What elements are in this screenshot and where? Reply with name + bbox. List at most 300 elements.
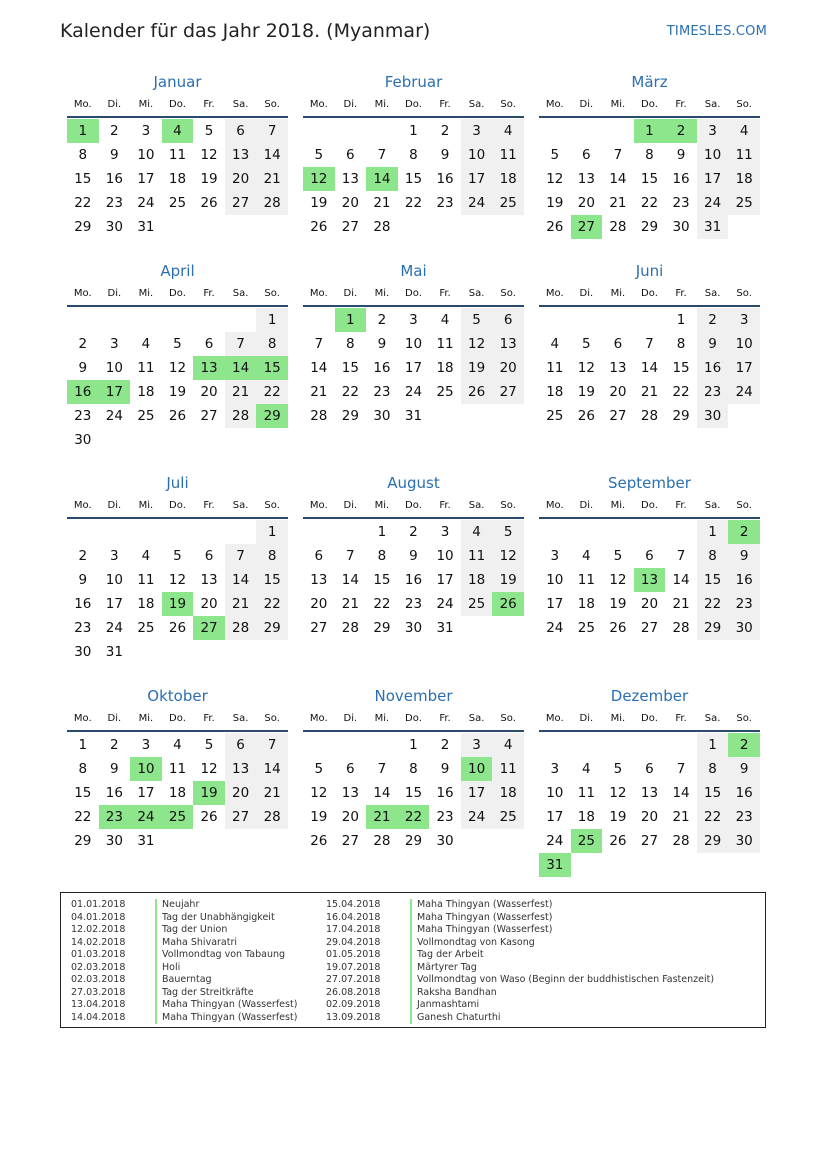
day-cell: 10 — [546, 572, 564, 588]
day-cell: 8 — [697, 544, 729, 568]
day-cell: 24 — [404, 384, 423, 400]
day-cell: 13 — [640, 785, 659, 801]
day-cell: 4 — [440, 312, 450, 328]
week-row — [67, 380, 288, 404]
empty-cell — [162, 640, 194, 664]
day-cell: 18 — [577, 809, 595, 825]
legend-column-right — [326, 899, 714, 1024]
month-1 — [67, 70, 288, 239]
empty-cell — [130, 428, 162, 452]
day-cell: 11 — [492, 757, 524, 781]
day-cell: 27 — [310, 620, 328, 636]
empty-cell — [539, 119, 571, 143]
empty-cell — [99, 308, 131, 332]
empty-cell — [571, 119, 603, 143]
day-cell: 24 — [697, 191, 729, 215]
week-row — [67, 191, 288, 215]
weekday-label: Di. — [343, 713, 358, 724]
holiday-day-cell: 25 — [162, 805, 194, 829]
legend-marker — [155, 974, 157, 987]
day-cell: 4 — [141, 336, 151, 352]
weekday-header — [303, 708, 524, 732]
day-cell: 16 — [105, 785, 123, 801]
day-cell: 29 — [373, 620, 391, 636]
legend-row — [71, 899, 297, 912]
day-cell: 8 — [78, 761, 88, 777]
day-cell: 15 — [404, 171, 423, 187]
month-name: Oktober — [147, 687, 208, 705]
day-cell: 4 — [141, 548, 151, 564]
day-cell: 17 — [137, 171, 155, 187]
legend-marker — [155, 899, 157, 912]
day-cell: 21 — [373, 195, 391, 211]
legend-holiday-name: Vollmondtag von Waso (Beginn der buddhistischen Fastenzeit) — [417, 974, 715, 985]
empty-cell — [256, 215, 288, 239]
day-cell: 16 — [436, 171, 454, 187]
weekday-label: Mo. — [545, 288, 564, 299]
empty-cell — [634, 520, 666, 544]
weekday-label: Di. — [107, 713, 122, 724]
legend-row — [326, 974, 714, 987]
holiday-day-cell: 17 — [99, 380, 131, 404]
legend-holiday-name: Tag der Union — [162, 924, 228, 935]
day-cell: 27 — [225, 805, 257, 829]
weekday-label: Mo. — [309, 500, 328, 511]
day-cell: 3 — [409, 312, 418, 328]
month-12 — [539, 684, 760, 877]
day-cell: 24 — [137, 195, 155, 211]
empty-cell — [366, 733, 398, 757]
day-cell: 20 — [200, 596, 218, 612]
weekday-label: Do. — [641, 500, 658, 511]
month-2 — [303, 70, 524, 239]
week-row — [67, 805, 288, 829]
legend-date: 14.04.2018 — [71, 1011, 126, 1023]
day-cell: 30 — [74, 644, 92, 660]
legend-row — [326, 962, 714, 975]
day-cell: 9 — [697, 332, 729, 356]
weekday-label: Do. — [641, 713, 658, 724]
day-cell: 4 — [550, 336, 560, 352]
day-cell: 14 — [373, 785, 391, 801]
day-cell: 23 — [105, 195, 123, 211]
day-cell: 4 — [582, 548, 591, 564]
day-cell: 5 — [613, 761, 623, 777]
week-row — [67, 119, 288, 143]
empty-cell — [571, 853, 603, 877]
weekday-label: Fr. — [439, 99, 451, 110]
day-cell: 20 — [492, 356, 524, 380]
day-cell: 9 — [728, 544, 760, 568]
day-cell: 28 — [256, 191, 288, 215]
day-cell: 10 — [436, 548, 454, 564]
day-cell: 9 — [440, 147, 450, 163]
day-cell: 12 — [609, 785, 627, 801]
day-cell: 31 — [436, 620, 454, 636]
weekday-label: Fr. — [203, 288, 215, 299]
weekday-label: So. — [500, 99, 516, 110]
holiday-day-cell: 15 — [256, 356, 288, 380]
weekday-label: Fr. — [675, 500, 687, 511]
weekday-label: Do. — [641, 99, 658, 110]
day-cell: 11 — [728, 143, 760, 167]
day-cell: 26 — [461, 380, 493, 404]
week-row — [67, 167, 288, 191]
day-cell: 21 — [640, 384, 659, 400]
week-row — [539, 592, 760, 616]
legend-column-left — [71, 899, 297, 1024]
day-cell: 17 — [546, 596, 564, 612]
month-name: Februar — [384, 73, 443, 91]
legend-holiday-name: Maha Thingyan (Wasserfest) — [417, 899, 553, 910]
month-name: August — [387, 474, 440, 492]
day-cell: 24 — [546, 620, 564, 636]
holiday-day-cell: 10 — [130, 757, 162, 781]
day-cell: 24 — [728, 380, 760, 404]
weekday-label: Sa. — [704, 99, 721, 110]
day-cell: 6 — [204, 548, 214, 564]
week-row — [303, 191, 524, 215]
weekday-label: Sa. — [468, 99, 485, 110]
day-cell: 13 — [310, 572, 328, 588]
day-cell: 9 — [78, 572, 88, 588]
weekday-label: Fr. — [675, 288, 687, 299]
day-cell: 30 — [105, 219, 123, 235]
weekday-label: Do. — [405, 500, 422, 511]
day-cell: 28 — [310, 408, 328, 424]
day-cell: 6 — [225, 733, 257, 757]
holiday-day-cell: 21 — [366, 805, 398, 829]
day-cell: 12 — [546, 171, 564, 187]
month-5 — [303, 259, 524, 428]
empty-cell — [130, 520, 162, 544]
day-cell: 10 — [105, 360, 123, 376]
weekday-label: Mo. — [73, 500, 92, 511]
day-cell: 10 — [404, 336, 423, 352]
weekday-label: Do. — [405, 288, 422, 299]
day-cell: 23 — [404, 596, 423, 612]
brand-logo-text[interactable]: TIMESLES.COM — [666, 24, 767, 39]
day-cell: 27 — [640, 620, 659, 636]
day-cell: 9 — [377, 336, 387, 352]
empty-cell — [193, 829, 225, 853]
day-cell: 3 — [461, 733, 493, 757]
legend-holiday-name: Ganesh Chaturthi — [417, 1011, 501, 1023]
legend-holiday-name: Vollmondtag von Tabaung — [162, 949, 286, 960]
day-cell: 12 — [310, 785, 328, 801]
legend-row — [71, 987, 297, 1000]
day-cell: 29 — [697, 616, 729, 640]
month-name: März — [631, 73, 668, 91]
week-row — [539, 167, 760, 191]
empty-cell — [634, 853, 666, 877]
legend-row — [326, 912, 714, 925]
empty-cell — [398, 215, 430, 239]
day-cell: 15 — [640, 171, 659, 187]
empty-cell — [303, 520, 335, 544]
legend-marker — [410, 937, 412, 950]
day-cell: 31 — [404, 408, 423, 424]
weekday-label: Di. — [107, 500, 122, 511]
empty-cell — [256, 829, 288, 853]
day-cell: 8 — [697, 757, 729, 781]
empty-cell — [256, 640, 288, 664]
month-4 — [67, 259, 288, 452]
day-cell: 25 — [728, 191, 760, 215]
day-cell: 29 — [256, 616, 288, 640]
day-cell: 4 — [492, 733, 524, 757]
day-cell: 17 — [461, 167, 493, 191]
weekday-label: Sa. — [704, 713, 721, 724]
holiday-day-cell: 27 — [193, 616, 225, 640]
weekday-header — [67, 495, 288, 519]
day-cell: 15 — [74, 171, 92, 187]
week-row — [67, 640, 288, 664]
weekday-label: Mo. — [309, 713, 328, 724]
week-row — [539, 380, 760, 404]
day-cell: 6 — [645, 548, 654, 564]
day-cell: 9 — [728, 757, 760, 781]
holiday-day-cell: 13 — [634, 568, 666, 592]
holiday-day-cell: 22 — [398, 805, 430, 829]
legend-date: 16.04.2018 — [326, 911, 381, 923]
day-cell: 10 — [461, 143, 493, 167]
weekday-label: Sa. — [704, 288, 721, 299]
weekday-label: Sa. — [232, 713, 249, 724]
week-row — [539, 757, 760, 781]
day-cell: 16 — [404, 572, 423, 588]
day-cell: 10 — [105, 572, 123, 588]
legend-marker — [155, 949, 157, 962]
empty-cell — [571, 733, 603, 757]
weekday-label: Mi. — [374, 500, 390, 511]
day-cell: 13 — [225, 757, 257, 781]
day-cell: 7 — [645, 336, 654, 352]
legend-row — [326, 949, 714, 962]
weekday-label: Di. — [579, 500, 594, 511]
holiday-day-cell: 2 — [665, 119, 697, 143]
day-cell: 11 — [137, 360, 155, 376]
day-cell: 15 — [74, 785, 92, 801]
day-cell: 22 — [256, 380, 288, 404]
day-cell: 8 — [409, 147, 418, 163]
day-cell: 28 — [672, 833, 690, 849]
week-row — [303, 805, 524, 829]
weekday-label: Mo. — [545, 99, 564, 110]
week-row — [303, 616, 524, 640]
week-row — [67, 733, 288, 757]
day-cell: 30 — [728, 829, 760, 853]
weekday-label: So. — [736, 500, 752, 511]
week-row — [539, 143, 760, 167]
empty-cell — [303, 733, 335, 757]
day-cell: 8 — [256, 332, 288, 356]
day-cell: 11 — [137, 572, 155, 588]
empty-cell — [429, 404, 461, 428]
day-cell: 24 — [436, 596, 454, 612]
day-cell: 27 — [341, 219, 359, 235]
legend-date: 27.07.2018 — [326, 974, 381, 985]
legend-marker — [410, 899, 412, 912]
empty-cell — [162, 829, 194, 853]
day-cell: 31 — [137, 833, 155, 849]
empty-cell — [162, 308, 194, 332]
empty-cell — [256, 428, 288, 452]
empty-cell — [539, 733, 571, 757]
week-row — [67, 781, 288, 805]
day-cell: 4 — [173, 737, 182, 753]
day-cell: 18 — [546, 384, 564, 400]
legend-marker — [155, 912, 157, 925]
day-cell: 20 — [609, 384, 627, 400]
weekday-label: Mi. — [138, 713, 154, 724]
weekday-label: Sa. — [232, 288, 249, 299]
day-cell: 19 — [461, 356, 493, 380]
week-row — [303, 829, 524, 853]
weekday-label: So. — [500, 713, 516, 724]
day-cell: 28 — [341, 620, 359, 636]
empty-cell — [728, 404, 760, 428]
day-cell: 18 — [461, 568, 493, 592]
day-cell: 22 — [404, 195, 423, 211]
weekday-label: Mi. — [374, 713, 390, 724]
day-cell: 21 — [225, 592, 257, 616]
day-cell: 21 — [672, 809, 690, 825]
day-cell: 5 — [173, 336, 182, 352]
holiday-day-cell: 19 — [162, 592, 194, 616]
day-cell: 28 — [256, 805, 288, 829]
day-cell: 8 — [78, 147, 88, 163]
weekday-label: So. — [264, 288, 280, 299]
week-row — [67, 592, 288, 616]
week-row — [67, 356, 288, 380]
weekday-label: So. — [264, 99, 280, 110]
legend-row — [71, 962, 297, 975]
week-row — [539, 404, 760, 428]
day-cell: 11 — [492, 143, 524, 167]
weekday-label: Di. — [343, 99, 358, 110]
day-cell: 29 — [74, 219, 92, 235]
legend-row — [326, 987, 714, 1000]
weekday-label: Mi. — [374, 288, 390, 299]
week-row — [539, 332, 760, 356]
holiday-day-cell: 2 — [728, 733, 760, 757]
day-cell: 14 — [310, 360, 328, 376]
day-cell: 17 — [461, 781, 493, 805]
day-cell: 16 — [105, 171, 123, 187]
day-cell: 18 — [137, 596, 155, 612]
legend-row — [71, 974, 297, 987]
weekday-label: Di. — [107, 288, 122, 299]
legend-date: 01.01.2018 — [71, 899, 126, 910]
day-cell: 21 — [341, 596, 359, 612]
day-cell: 17 — [546, 809, 564, 825]
day-cell: 3 — [110, 336, 119, 352]
weekday-label: Fr. — [675, 99, 687, 110]
day-cell: 1 — [256, 520, 288, 544]
legend-holiday-name: Bauerntag — [162, 974, 212, 985]
empty-cell — [665, 520, 697, 544]
day-cell: 25 — [436, 384, 454, 400]
empty-cell — [492, 404, 524, 428]
day-cell: 24 — [105, 408, 123, 424]
week-row — [67, 520, 288, 544]
legend-marker — [410, 987, 412, 1000]
day-cell: 14 — [609, 171, 627, 187]
day-cell: 5 — [314, 761, 324, 777]
day-cell: 5 — [582, 336, 591, 352]
weekday-header — [67, 708, 288, 732]
day-cell: 7 — [613, 147, 623, 163]
holiday-day-cell: 16 — [67, 380, 99, 404]
week-row — [539, 119, 760, 143]
empty-cell — [728, 215, 760, 239]
day-cell: 7 — [676, 761, 686, 777]
weekday-label: Mi. — [610, 500, 626, 511]
empty-cell — [193, 215, 225, 239]
day-cell: 10 — [728, 332, 760, 356]
weekday-label: Do. — [169, 288, 186, 299]
day-cell: 4 — [492, 119, 524, 143]
weekday-header — [303, 495, 524, 519]
weekday-label: Di. — [579, 288, 594, 299]
weekday-label: Di. — [107, 99, 122, 110]
week-row — [303, 143, 524, 167]
day-cell: 12 — [492, 544, 524, 568]
week-row — [539, 616, 760, 640]
legend-row — [71, 912, 297, 925]
weekday-label: Mo. — [545, 713, 564, 724]
legend-holiday-name: Neujahr — [162, 899, 200, 910]
holiday-day-cell: 25 — [571, 829, 603, 853]
weekday-label: Mi. — [610, 288, 626, 299]
day-cell: 2 — [697, 308, 729, 332]
holiday-day-cell: 29 — [256, 404, 288, 428]
legend-date: 01.03.2018 — [71, 949, 126, 960]
empty-cell — [193, 640, 225, 664]
legend-marker — [155, 962, 157, 975]
legend-holiday-name: Maha Thingyan (Wasserfest) — [417, 924, 553, 935]
empty-cell — [162, 520, 194, 544]
empty-cell — [492, 829, 524, 853]
day-cell: 5 — [173, 548, 182, 564]
day-cell: 29 — [404, 833, 423, 849]
day-cell: 26 — [577, 408, 595, 424]
legend-row — [71, 1012, 297, 1025]
legend-marker — [155, 924, 157, 937]
day-cell: 14 — [256, 757, 288, 781]
day-cell: 3 — [440, 524, 450, 540]
day-cell: 12 — [461, 332, 493, 356]
weekday-label: Mi. — [138, 99, 154, 110]
empty-cell — [461, 404, 493, 428]
week-row — [539, 829, 760, 853]
empty-cell — [665, 853, 697, 877]
weekday-label: Mi. — [374, 99, 390, 110]
day-cell: 11 — [436, 336, 454, 352]
weekday-label: So. — [264, 713, 280, 724]
day-cell: 30 — [697, 404, 729, 428]
weekday-label: Fr. — [439, 713, 451, 724]
day-cell: 9 — [676, 147, 686, 163]
empty-cell — [225, 308, 257, 332]
legend-date: 02.03.2018 — [71, 961, 126, 973]
day-cell: 19 — [200, 171, 218, 187]
day-cell: 10 — [697, 143, 729, 167]
day-cell: 24 — [546, 833, 564, 849]
day-cell: 20 — [640, 809, 659, 825]
holiday-day-cell: 10 — [461, 757, 493, 781]
